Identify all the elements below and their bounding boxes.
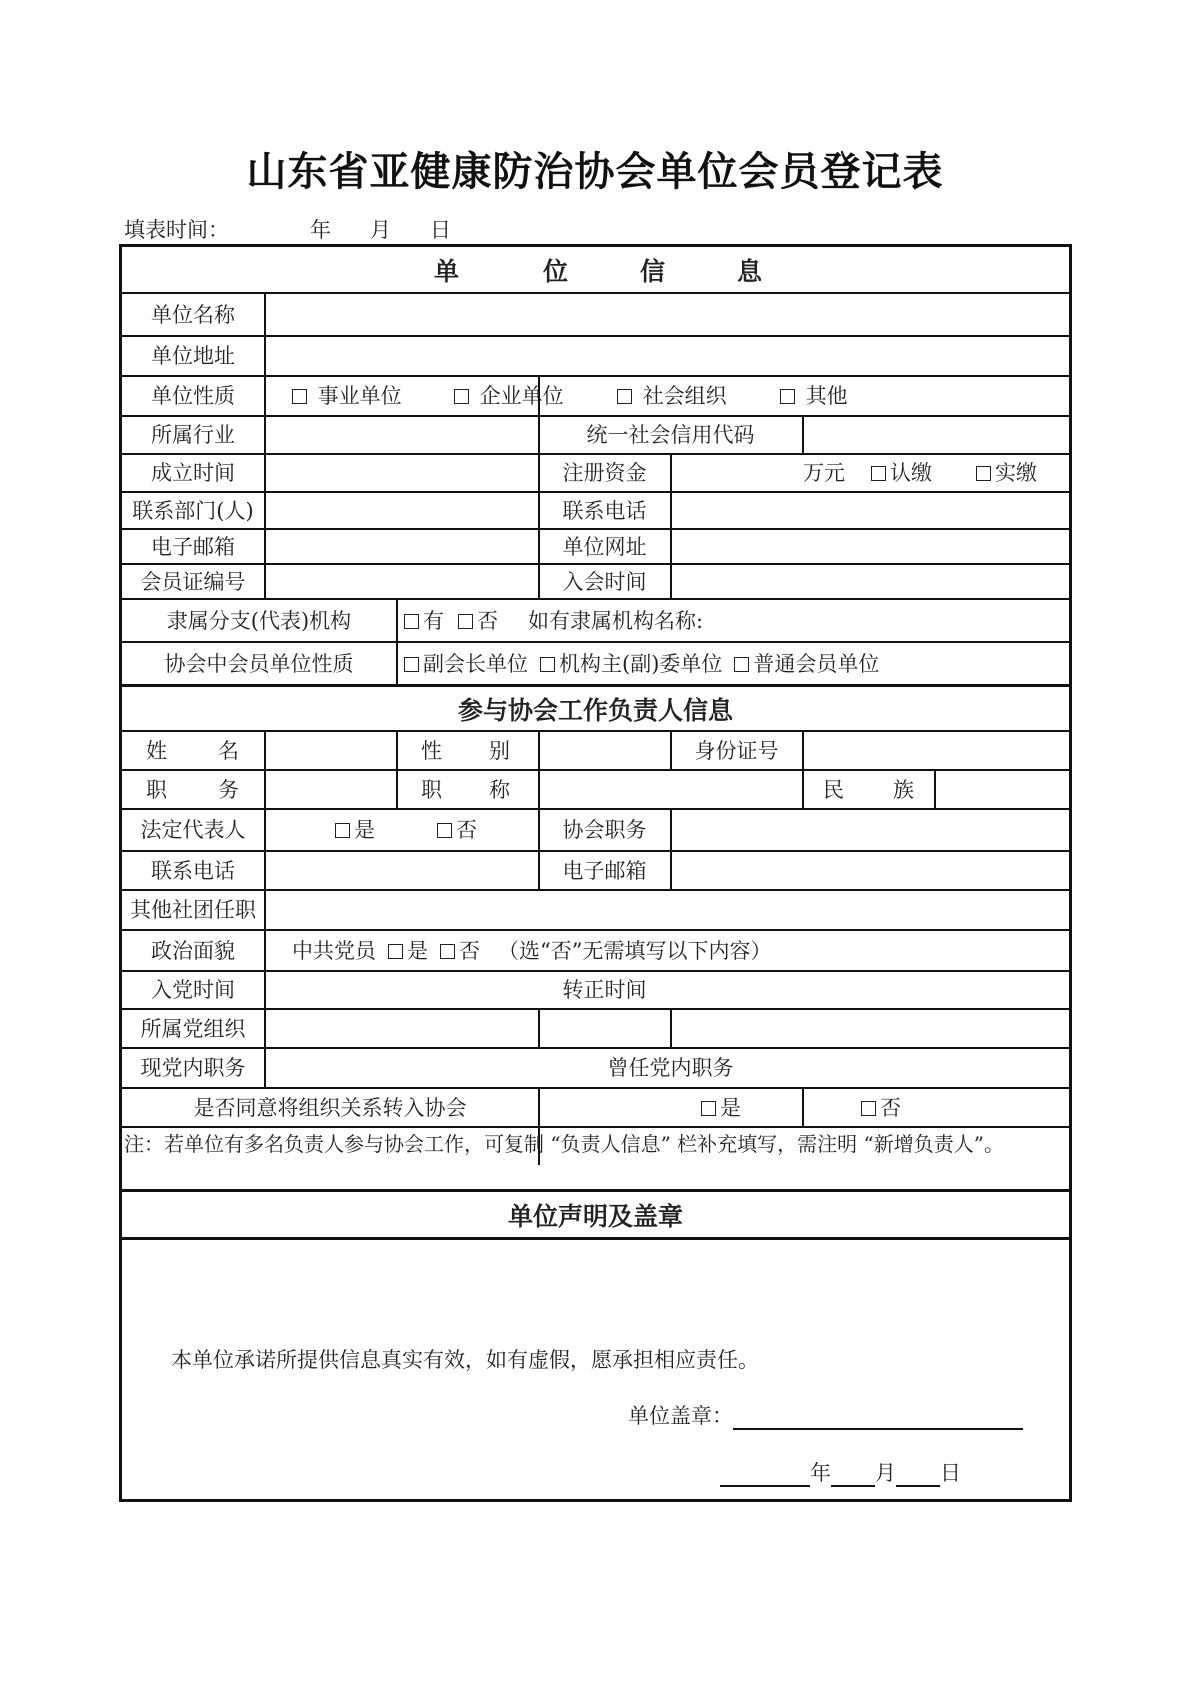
branch-options: [404, 598, 1064, 641]
member-type-committee[interactable]: 机构主(副)委单位: [540, 648, 722, 678]
credit-code-field[interactable]: [803, 415, 1069, 453]
person-name-label: 姓 名: [146, 738, 239, 763]
capital-unit: 万元: [803, 461, 845, 485]
capital-label: 注册资金: [562, 461, 647, 485]
branch-name-prompt: 如有隶属机构名称:: [528, 608, 704, 633]
political-label: 政治面貌: [151, 938, 235, 963]
checkbox-icon: [458, 614, 473, 629]
political-options: [292, 929, 1062, 970]
checkbox-icon: [404, 614, 419, 629]
gender-field[interactable]: [539, 730, 670, 769]
branch-yes-option[interactable]: 有: [404, 605, 444, 635]
founded-field[interactable]: [265, 453, 537, 491]
seal-label: 单位盖章：: [628, 1404, 733, 1428]
fill-date-day: 日: [430, 218, 451, 242]
member-type-options: [404, 641, 1064, 684]
nature-option-enterprise[interactable]: 企业单位: [454, 380, 564, 410]
unit-name-field[interactable]: [265, 292, 1069, 335]
checkbox-icon: [440, 944, 455, 959]
other-roles-label: 其他社团任职: [130, 898, 256, 922]
ethnicity-field[interactable]: [935, 769, 1069, 808]
checkbox-icon: [871, 466, 886, 481]
decl-month-field[interactable]: [831, 1465, 875, 1487]
gender-label: 性 别: [421, 738, 510, 763]
unit-name-label: 单位名称: [151, 302, 235, 327]
decl-month-label: 月: [875, 1461, 896, 1485]
checkbox-icon: [734, 657, 749, 672]
transfer-label: 是否同意将组织关系转入协会: [193, 1095, 467, 1120]
id-number-label: 身份证号: [694, 738, 779, 763]
note-text: 注：若单位有多名负责人参与协会工作，可复制 “负责人信息” 栏补充填写，需注明 “新增负责人”。: [124, 1132, 1004, 1156]
assoc-role-label: 协会职务: [562, 818, 647, 842]
unit-nature-label: 单位性质: [151, 384, 235, 408]
person-name-field[interactable]: [265, 730, 395, 769]
checkbox-icon: [437, 823, 452, 838]
fill-date-month: 月: [370, 218, 391, 242]
unit-email-field[interactable]: [265, 528, 537, 563]
unit-address-field[interactable]: [265, 335, 1069, 375]
position-field[interactable]: [265, 769, 395, 808]
join-date-label: 入会时间: [562, 569, 647, 594]
registration-form: [119, 244, 1072, 1502]
capital-option-subscribed[interactable]: 认缴: [871, 457, 932, 487]
section-declaration: 单位声明及盖章: [507, 1201, 683, 1231]
former-party-role-field[interactable]: [803, 1047, 1069, 1087]
capital-field[interactable]: [671, 453, 1069, 491]
party-no-option[interactable]: 否: [440, 935, 480, 965]
checkbox-icon: [454, 389, 469, 404]
checkbox-icon: [388, 944, 403, 959]
checkbox-icon: [540, 657, 555, 672]
job-title-field[interactable]: [539, 769, 802, 808]
person-phone-label: 联系电话: [151, 858, 235, 883]
join-party-field[interactable]: [265, 970, 537, 1008]
section-person-info: 参与协会工作负责人信息: [457, 695, 733, 725]
member-type-regular[interactable]: 普通会员单位: [734, 648, 879, 678]
join-party-label: 入党时间: [151, 978, 235, 1002]
ethnicity-label: 民 族: [823, 777, 914, 802]
transfer-yes[interactable]: 是: [701, 1092, 741, 1122]
checkbox-icon: [861, 1101, 876, 1116]
legal-rep-options: [265, 808, 537, 850]
decl-day-label: 日: [940, 1461, 961, 1485]
checkbox-icon: [335, 823, 350, 838]
checkbox-icon: [404, 657, 419, 672]
seal-line[interactable]: [733, 1408, 1023, 1430]
nature-option-other[interactable]: 其他: [780, 380, 848, 410]
website-label: 单位网址: [562, 534, 647, 559]
legal-rep-no[interactable]: 否: [437, 814, 477, 844]
party-member-text: 中共党员: [292, 938, 376, 963]
current-party-role-field[interactable]: [265, 1047, 537, 1087]
contact-phone-label: 联系电话: [562, 498, 647, 523]
seal-row: [628, 1400, 1023, 1430]
checkbox-icon: [701, 1101, 716, 1116]
person-email-label: 电子邮箱: [562, 858, 647, 883]
member-type-label: 协会中会员单位性质: [164, 651, 354, 676]
id-number-field[interactable]: [803, 730, 1069, 769]
other-roles-field[interactable]: [265, 889, 1069, 929]
page-title: 山东省亚健康防治协会单位会员登记表: [246, 149, 944, 195]
declaration-date: [720, 1457, 961, 1487]
job-title-label: 职 称: [421, 777, 510, 802]
member-no-field[interactable]: [265, 563, 537, 598]
section-unit-info: 单 位 信 息: [434, 256, 763, 286]
regular-date-field[interactable]: [671, 970, 1069, 1008]
contact-dept-label: 联系部门(人): [132, 498, 254, 523]
transfer-options: [539, 1087, 1069, 1126]
decl-year-field[interactable]: [720, 1465, 810, 1487]
party-org-field[interactable]: [265, 1008, 1069, 1047]
person-phone-field[interactable]: [265, 850, 537, 889]
nature-option-public[interactable]: 事业单位: [292, 380, 402, 410]
unit-address-label: 单位地址: [151, 344, 235, 368]
unit-nature-options: [292, 375, 1052, 415]
transfer-no[interactable]: 否: [861, 1092, 901, 1122]
website-field[interactable]: [671, 528, 1069, 563]
credit-code-label: 统一社会信用代码: [586, 423, 755, 447]
declaration-text: 本单位承诺所提供信息真实有效，如有虚假，愿承担相应责任。: [171, 1348, 759, 1372]
party-yes-option[interactable]: 是: [388, 935, 428, 965]
checkbox-icon: [617, 389, 632, 404]
member-no-label: 会员证编号: [140, 569, 246, 594]
checkbox-icon: [976, 466, 991, 481]
contact-dept-field[interactable]: [265, 491, 537, 528]
party-org-label: 所属党组织: [140, 1016, 246, 1041]
position-label: 职 务: [146, 777, 239, 802]
contact-phone-field[interactable]: [671, 491, 1069, 528]
legal-rep-yes[interactable]: 是: [335, 814, 375, 844]
branch-no-option[interactable]: 否: [458, 605, 498, 635]
current-party-role-label: 现党内职务: [140, 1056, 246, 1080]
nature-option-social[interactable]: 社会组织: [617, 380, 727, 410]
former-party-role-label: 曾任党内职务: [607, 1056, 734, 1080]
fill-date: [124, 214, 451, 244]
industry-label: 所属行业: [151, 423, 235, 447]
assoc-role-field[interactable]: [671, 808, 1069, 850]
fill-date-year: 年: [310, 218, 331, 242]
decl-year-label: 年: [810, 1461, 831, 1485]
fill-date-label: 填表时间：: [124, 218, 229, 242]
regular-date-label: 转正时间: [562, 978, 647, 1002]
political-hint: （选“否”无需填写以下内容）: [498, 938, 772, 963]
industry-field[interactable]: [265, 415, 537, 453]
person-email-field[interactable]: [671, 850, 1069, 889]
checkbox-icon: [292, 389, 307, 404]
join-date-field[interactable]: [671, 563, 1069, 598]
decl-day-field[interactable]: [896, 1465, 940, 1487]
member-type-vice-president[interactable]: 副会长单位: [404, 648, 528, 678]
capital-option-paid[interactable]: 实缴: [976, 457, 1037, 487]
branch-label: 隶属分支(代表)机构: [166, 608, 352, 633]
founded-label: 成立时间: [151, 461, 235, 485]
legal-rep-label: 法定代表人: [140, 818, 246, 842]
checkbox-icon: [780, 389, 795, 404]
unit-email-label: 电子邮箱: [151, 534, 235, 559]
